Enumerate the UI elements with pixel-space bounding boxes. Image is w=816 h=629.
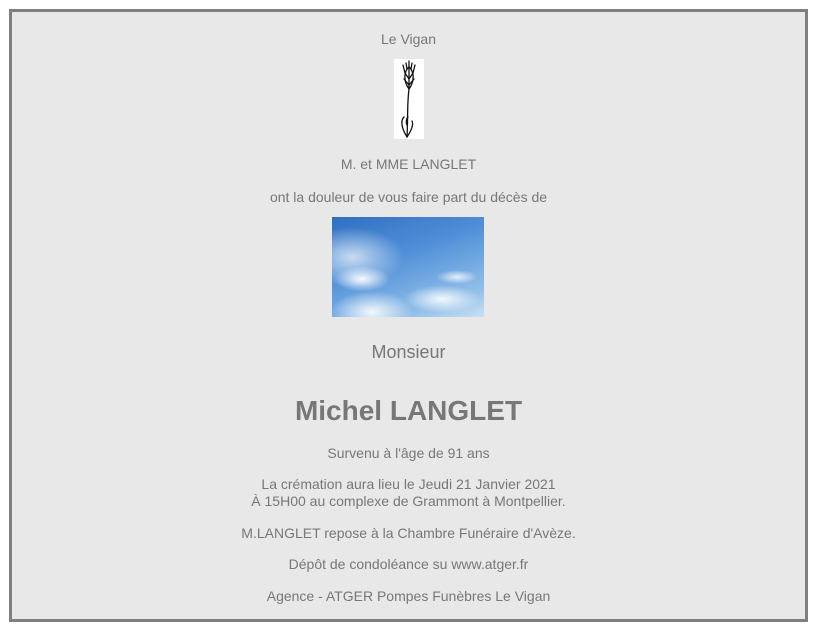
- cremation-place: À 15H00 au complexe de Grammont à Montpellier.: [251, 493, 566, 509]
- deceased-name: Michel LANGLET: [294, 395, 523, 426]
- agency-text: Agence - ATGER Pompes Funèbres Le Vigan: [266, 588, 551, 604]
- condolences-text: Dépôt de condoléance su www.atger.fr: [288, 556, 529, 572]
- announcement-text: ont la douleur de vous faire part du décès de: [269, 189, 548, 205]
- wheat-stalk-icon: [394, 59, 424, 139]
- obituary-card: [9, 9, 808, 622]
- repose-text: M.LANGLET repose à la Chambre Funéraire d'Avèze.: [241, 525, 576, 541]
- town-name: Le Vigan: [380, 31, 436, 47]
- deceased-title: Monsieur: [371, 342, 446, 362]
- cremation-date: La crémation aura lieu le Jeudi 21 Janvier 2021: [261, 476, 556, 492]
- age-text: Survenu à l'âge de 91 ans: [327, 445, 490, 461]
- sky-photo: [332, 217, 484, 317]
- family-names: M. et MME LANGLET: [340, 156, 477, 172]
